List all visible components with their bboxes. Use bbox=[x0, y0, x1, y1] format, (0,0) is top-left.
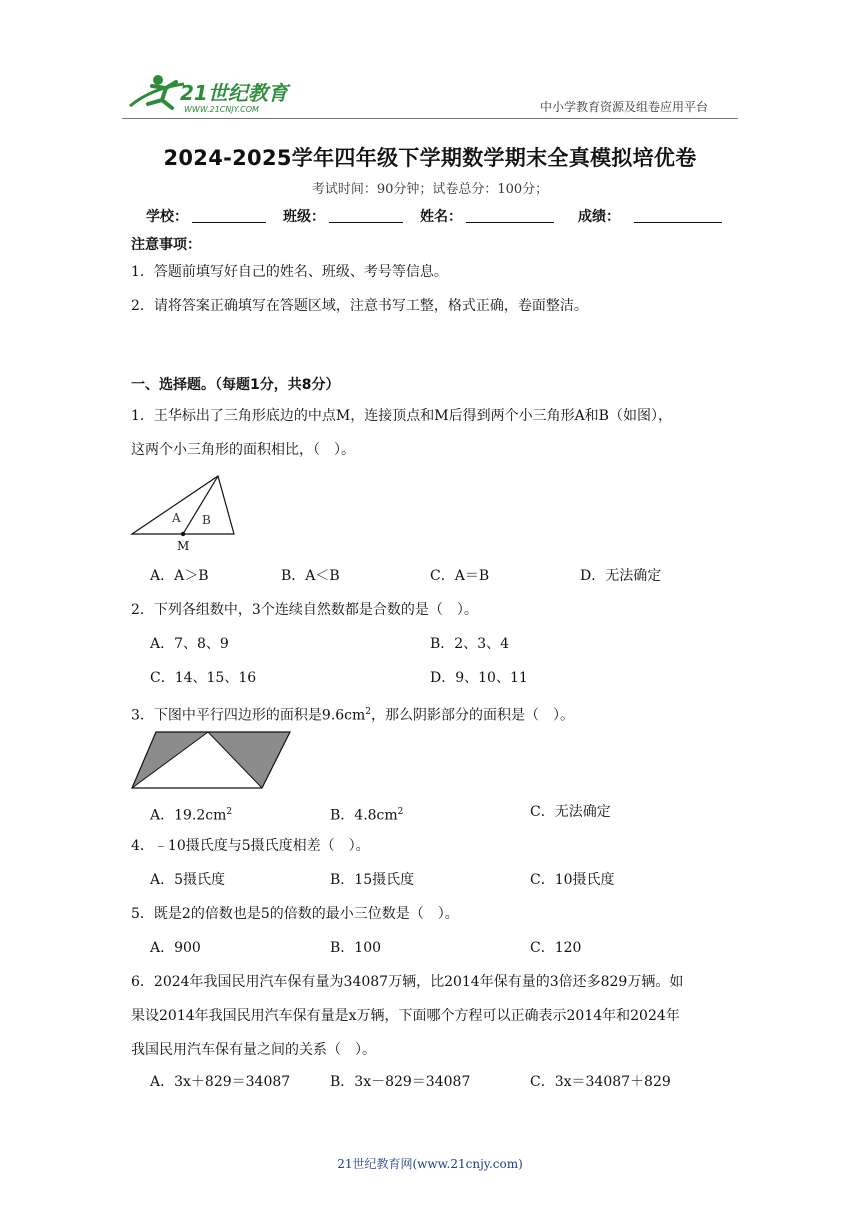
exam-info: 考试时间：90分钟；试卷总分：100分； bbox=[311, 182, 549, 197]
score-label: 成绩： bbox=[578, 209, 620, 225]
q1-stem-line1: 1．王华标出了三角形底边的中点M，连接顶点和M后得到两个小三角形A和B（如图）， bbox=[131, 408, 672, 424]
q5-option-c[interactable]: C．120 bbox=[530, 940, 582, 956]
q2-option-b[interactable]: B．2、3、4 bbox=[430, 636, 510, 652]
logo-url: WWW.21CNJY.COM bbox=[184, 105, 259, 114]
q4-option-a[interactable]: A．5摄氏度 bbox=[150, 872, 226, 888]
q5-stem: 5．既是2的倍数也是5的倍数的最小三位数是（ ）。 bbox=[131, 906, 459, 922]
school-blank[interactable] bbox=[192, 222, 266, 223]
page-title: 2024-2025学年四年级下学期数学期末全真模拟培优卷 bbox=[163, 146, 697, 170]
q4-option-c[interactable]: C．10摄氏度 bbox=[530, 872, 615, 888]
score-blank[interactable] bbox=[634, 222, 722, 223]
q1-stem-line2: 这两个小三角形的面积相比，（ ）。 bbox=[131, 442, 355, 458]
q5-option-b[interactable]: B．100 bbox=[330, 940, 382, 956]
logo-text: 21世纪教育 bbox=[180, 81, 288, 105]
q1-label-m: M bbox=[177, 539, 190, 553]
q3-option-b[interactable]: B．$4.8cm^2$ bbox=[330, 807, 404, 824]
q3-parallelogram-figure bbox=[128, 728, 294, 792]
q4-stem: 4．﹣10摄氏度与5摄氏度相差（ ）。 bbox=[131, 838, 370, 854]
q2-option-a[interactable]: A．7、8、9 bbox=[150, 636, 229, 652]
q2-option-d[interactable]: D．9、10、11 bbox=[430, 670, 528, 686]
q5-option-a[interactable]: A．900 bbox=[150, 940, 201, 956]
q6-stem-line2: 果设2014年我国民用汽车保有量是x万辆，下面哪个方程可以正确表示2014年和2024年 bbox=[131, 1008, 680, 1024]
q6-option-a[interactable]: A．3x＋829＝34087 bbox=[150, 1074, 291, 1090]
q1-label-a: A bbox=[172, 511, 181, 525]
q1-triangle-figure bbox=[128, 472, 240, 556]
q6-stem-line1: 6．2024年我国民用汽车保有量为34087万辆，比2014年保有量的3倍还多829万辆。如 bbox=[131, 974, 684, 990]
q3-option-c[interactable]: C．无法确定 bbox=[530, 804, 611, 820]
q2-stem: 2．下列各组数中，3个连续自然数都是合数的是（ ）。 bbox=[131, 602, 478, 618]
q1-option-b[interactable]: B．A＜B bbox=[281, 568, 340, 584]
q2-option-c[interactable]: C．14、15、16 bbox=[150, 670, 257, 686]
q1-option-c[interactable]: C．A＝B bbox=[430, 568, 490, 584]
class-label: 班级： bbox=[283, 209, 325, 225]
notice-heading: 注意事项： bbox=[131, 237, 201, 253]
platform-name: 中小学教育资源及组卷应用平台 bbox=[540, 100, 709, 114]
name-label: 姓名： bbox=[420, 209, 462, 225]
q1-option-a[interactable]: A．A＞B bbox=[150, 568, 209, 584]
notice-item: 2．请将答案正确填写在答题区域，注意书写工整，格式正确，卷面整洁。 bbox=[131, 298, 588, 314]
q1-option-d[interactable]: D．无法确定 bbox=[580, 568, 662, 584]
q6-stem-line3: 我国民用汽车保有量之间的关系（ ）。 bbox=[131, 1042, 376, 1058]
name-blank[interactable] bbox=[466, 222, 554, 223]
notice-item: 1．答题前填写好自己的姓名、班级、考号等信息。 bbox=[131, 264, 448, 280]
school-label: 学校： bbox=[146, 209, 188, 225]
logo bbox=[122, 70, 292, 116]
footer-link[interactable]: 21世纪教育网(www.21cnjy.com) bbox=[337, 1157, 523, 1171]
q6-option-b[interactable]: B．3x－829＝34087 bbox=[330, 1074, 471, 1090]
q4-option-b[interactable]: B．15摄氏度 bbox=[330, 872, 415, 888]
q6-option-c[interactable]: C．3x＝34087＋829 bbox=[530, 1074, 671, 1090]
q3-option-a[interactable]: A．$19.2cm^2$ bbox=[150, 807, 233, 824]
q1-label-b: B bbox=[202, 513, 211, 527]
class-blank[interactable] bbox=[329, 222, 403, 223]
section-heading: 一、选择题。（每题1分，共8分） bbox=[131, 377, 340, 393]
q3-stem: 3．下图中平行四边形的面积是$9.6cm^2$，那么阴影部分的面积是（ ）。 bbox=[131, 707, 575, 724]
header-divider bbox=[122, 118, 738, 119]
